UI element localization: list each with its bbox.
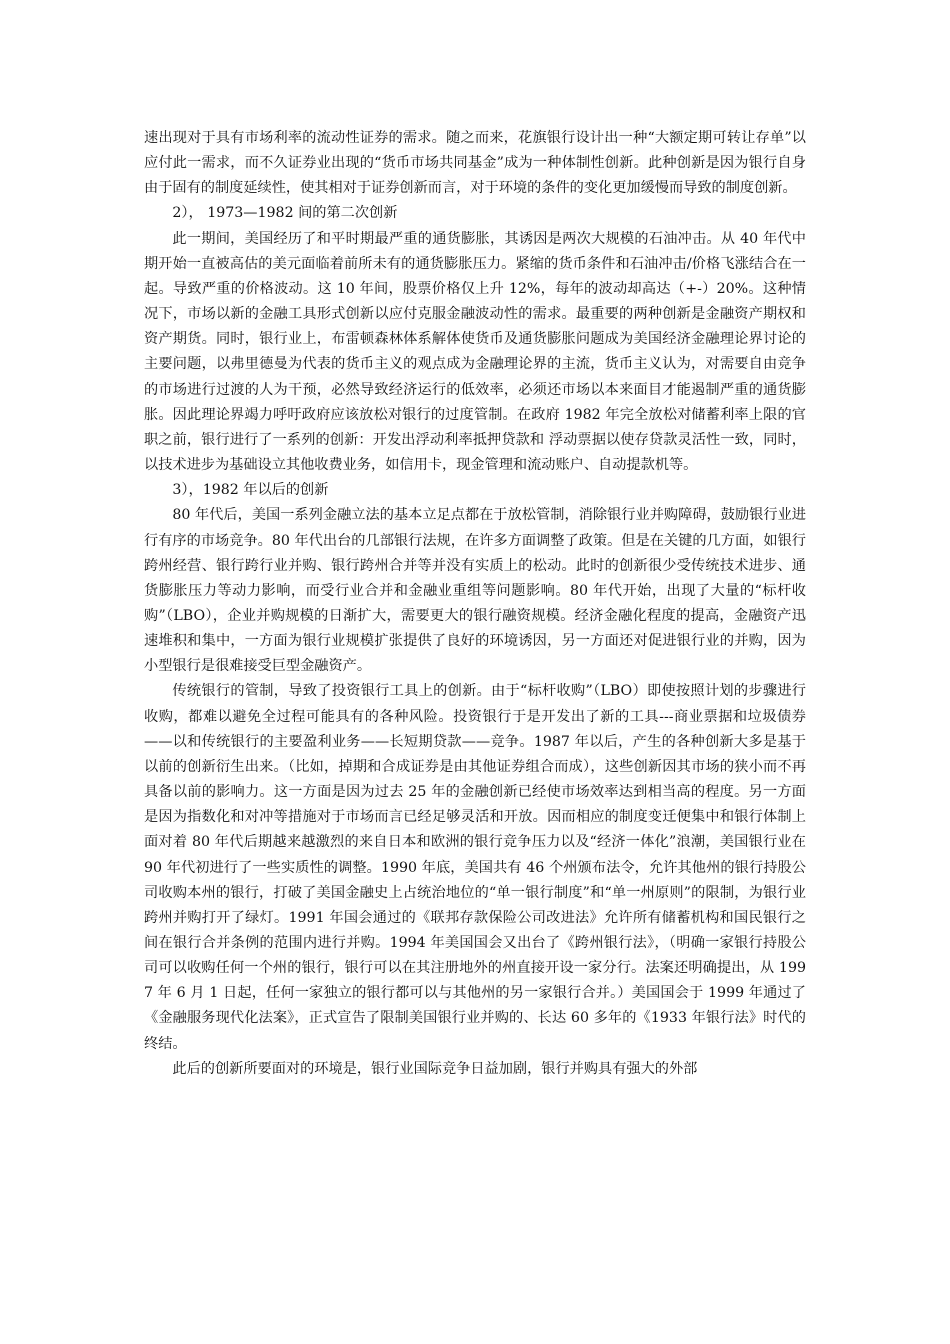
paragraph-80s-deregulation: 80 年代后，美国一系列金融立法的基本立足点都在于放松管制，消除银行业并购障碍，鼓励银行业进行有序的市场竞争。80 年代出台的几部银行法规，在许多方面调整了政策。但是在关键的几方面，如银行跨州经营、银行跨行业并购、银行跨州合并等并没有实质上的松动。此时的创新很少受传统技术进步、通货膨胀压力等动力影响，而受行业合并和金融业重组等问题影响。80 年代开始，出现了大量的“标杆收购”（LBO），企业并购规模的日渐扩大，需要更大的银行融资规模。经济金融化程度的提高，金融资产迅速堆积和集中，一方面为银行业规模扩张提供了良好的环境诱因，另一方面还对促进银行业的并购，因为小型银行是很难接受巨型金融资产。	[144, 507, 806, 675]
paragraph-1973-1982: 此一期间，美国经历了和平时期最严重的通货膨胀，其诱因是两次大规模的石油冲击。从 40 年代中期开始一直被高估的美元面临着前所未有的通货膨胀压力。紧缩的货币条件和石油冲击/价格飞涨结合在一起。导致严重的价格波动。这 10 年间，股票价格仅上升 12%，每年的波动却高达（+-）20%。这种情况下，市场以新的金融工具形式创新以应付克服金融波动性的需求。最重要的两种创新是金融资产期权和资产期货。同时，银行业上，布雷顿森林体系解体使货币及通货膨胀问题成为美国经济金融理论界讨论的主要问题，以弗里德曼为代表的货币主义的观点成为金融理论界的主流，货币主义认为，对需要自由竞争的市场进行过渡的人为干预，必然导致经济运行的低效率，必须还市场以本来面目才能遏制严重的通货膨胀。因此理论界竭力呼吁政府应该放松对银行的过度管制。在政府 1982 年完全放松对储蓄利率上限的官职之前，银行进行了一系列的创新：开发出浮动利率抵押贷款和 浮动票据以使存贷款灵活性一致，同时，以技术进步为基础设立其他收费业务，如信用卡，现金管理和流动账户、自动提款机等。	[144, 230, 806, 474]
section-heading-after-1982: 3），1982 年以后的创新	[172, 482, 329, 499]
section-heading-second-innovation: 2）， 1973—1982 间的第二次创新	[172, 205, 398, 222]
document-page	[144, 126, 806, 1082]
paragraph-investment-bank-innovation: 传统银行的管制，导致了投资银行工具上的创新。由于“标杆收购”（LBO）即使按照计划的步骤进行收购，都难以避免全过程可能具有的各种风险。投资银行于是开发出了新的工具---商业票据和垃圾债券——以和传统银行的主要盈利业务——长短期贷款——竞争。1987 年以后，产生的各种创新大多是基于以前的创新衍生出来。（比如，掉期和合成证券是由其他证券组合而成），这些创新因其市场的狭小而不再具备以前的影响力。这一方面是因为过去 25 年的金融创新已经使市场效率达到相当高的程度。另一方面是因为指数化和对冲等措施对于市场而言已经足够灵活和开放。因而相应的制度变迁便集中和银行体制上面对着 80 年代后期越来越激烈的来自日本和欧洲的银行竞争压力以及“经济一体化”浪潮，美国银行业在 90 年代初进行了一些实质性的调整。1990 年底，美国共有 46 个州颁布法令，允许其他州的银行持股公司收购本州的银行，打破了美国金融史上占统治地位的“单一银行制度”和“单一州原则”的限制，为银行业跨州并购打开了绿灯。1991 年国会通过的《联邦存款保险公司改进法》允许所有储蓄机构和国民银行之间在银行合并条例的范围内进行并购。1994 年美国国会又出台了《跨州银行法》，（明确一家银行持股公司可以收购任何一个州的银行，银行可以在其注册地外的州直接开设一家分行。法案还明确提出，从 1997 年 6 月 1 日起，任何一家独立的银行都可以与其他州的另一家银行合并。）美国国会于 1999 年通过了《金融服务现代化法案》，正式宣告了限制美国银行业并购的、长达 60 多年的《1933 年银行法》时代的终结。	[144, 683, 806, 1052]
paragraph-continuation: 速出现对于具有市场利率的流动性证券的需求。随之而来，花旗银行设计出一种“大额定期可转让存单”以应付此一需求，而不久证券业出现的“货币市场共同基金”成为一种体制性创新。此种创新是因为银行自身由于固有的制度延续性，使其相对于证券创新而言，对于环境的条件的变化更加缓慢而导致的制度创新。	[144, 130, 806, 197]
paragraph-later-innovation: 此后的创新所要面对的环境是，银行业国际竞争日益加剧，银行并购具有强大的外部	[172, 1060, 698, 1077]
